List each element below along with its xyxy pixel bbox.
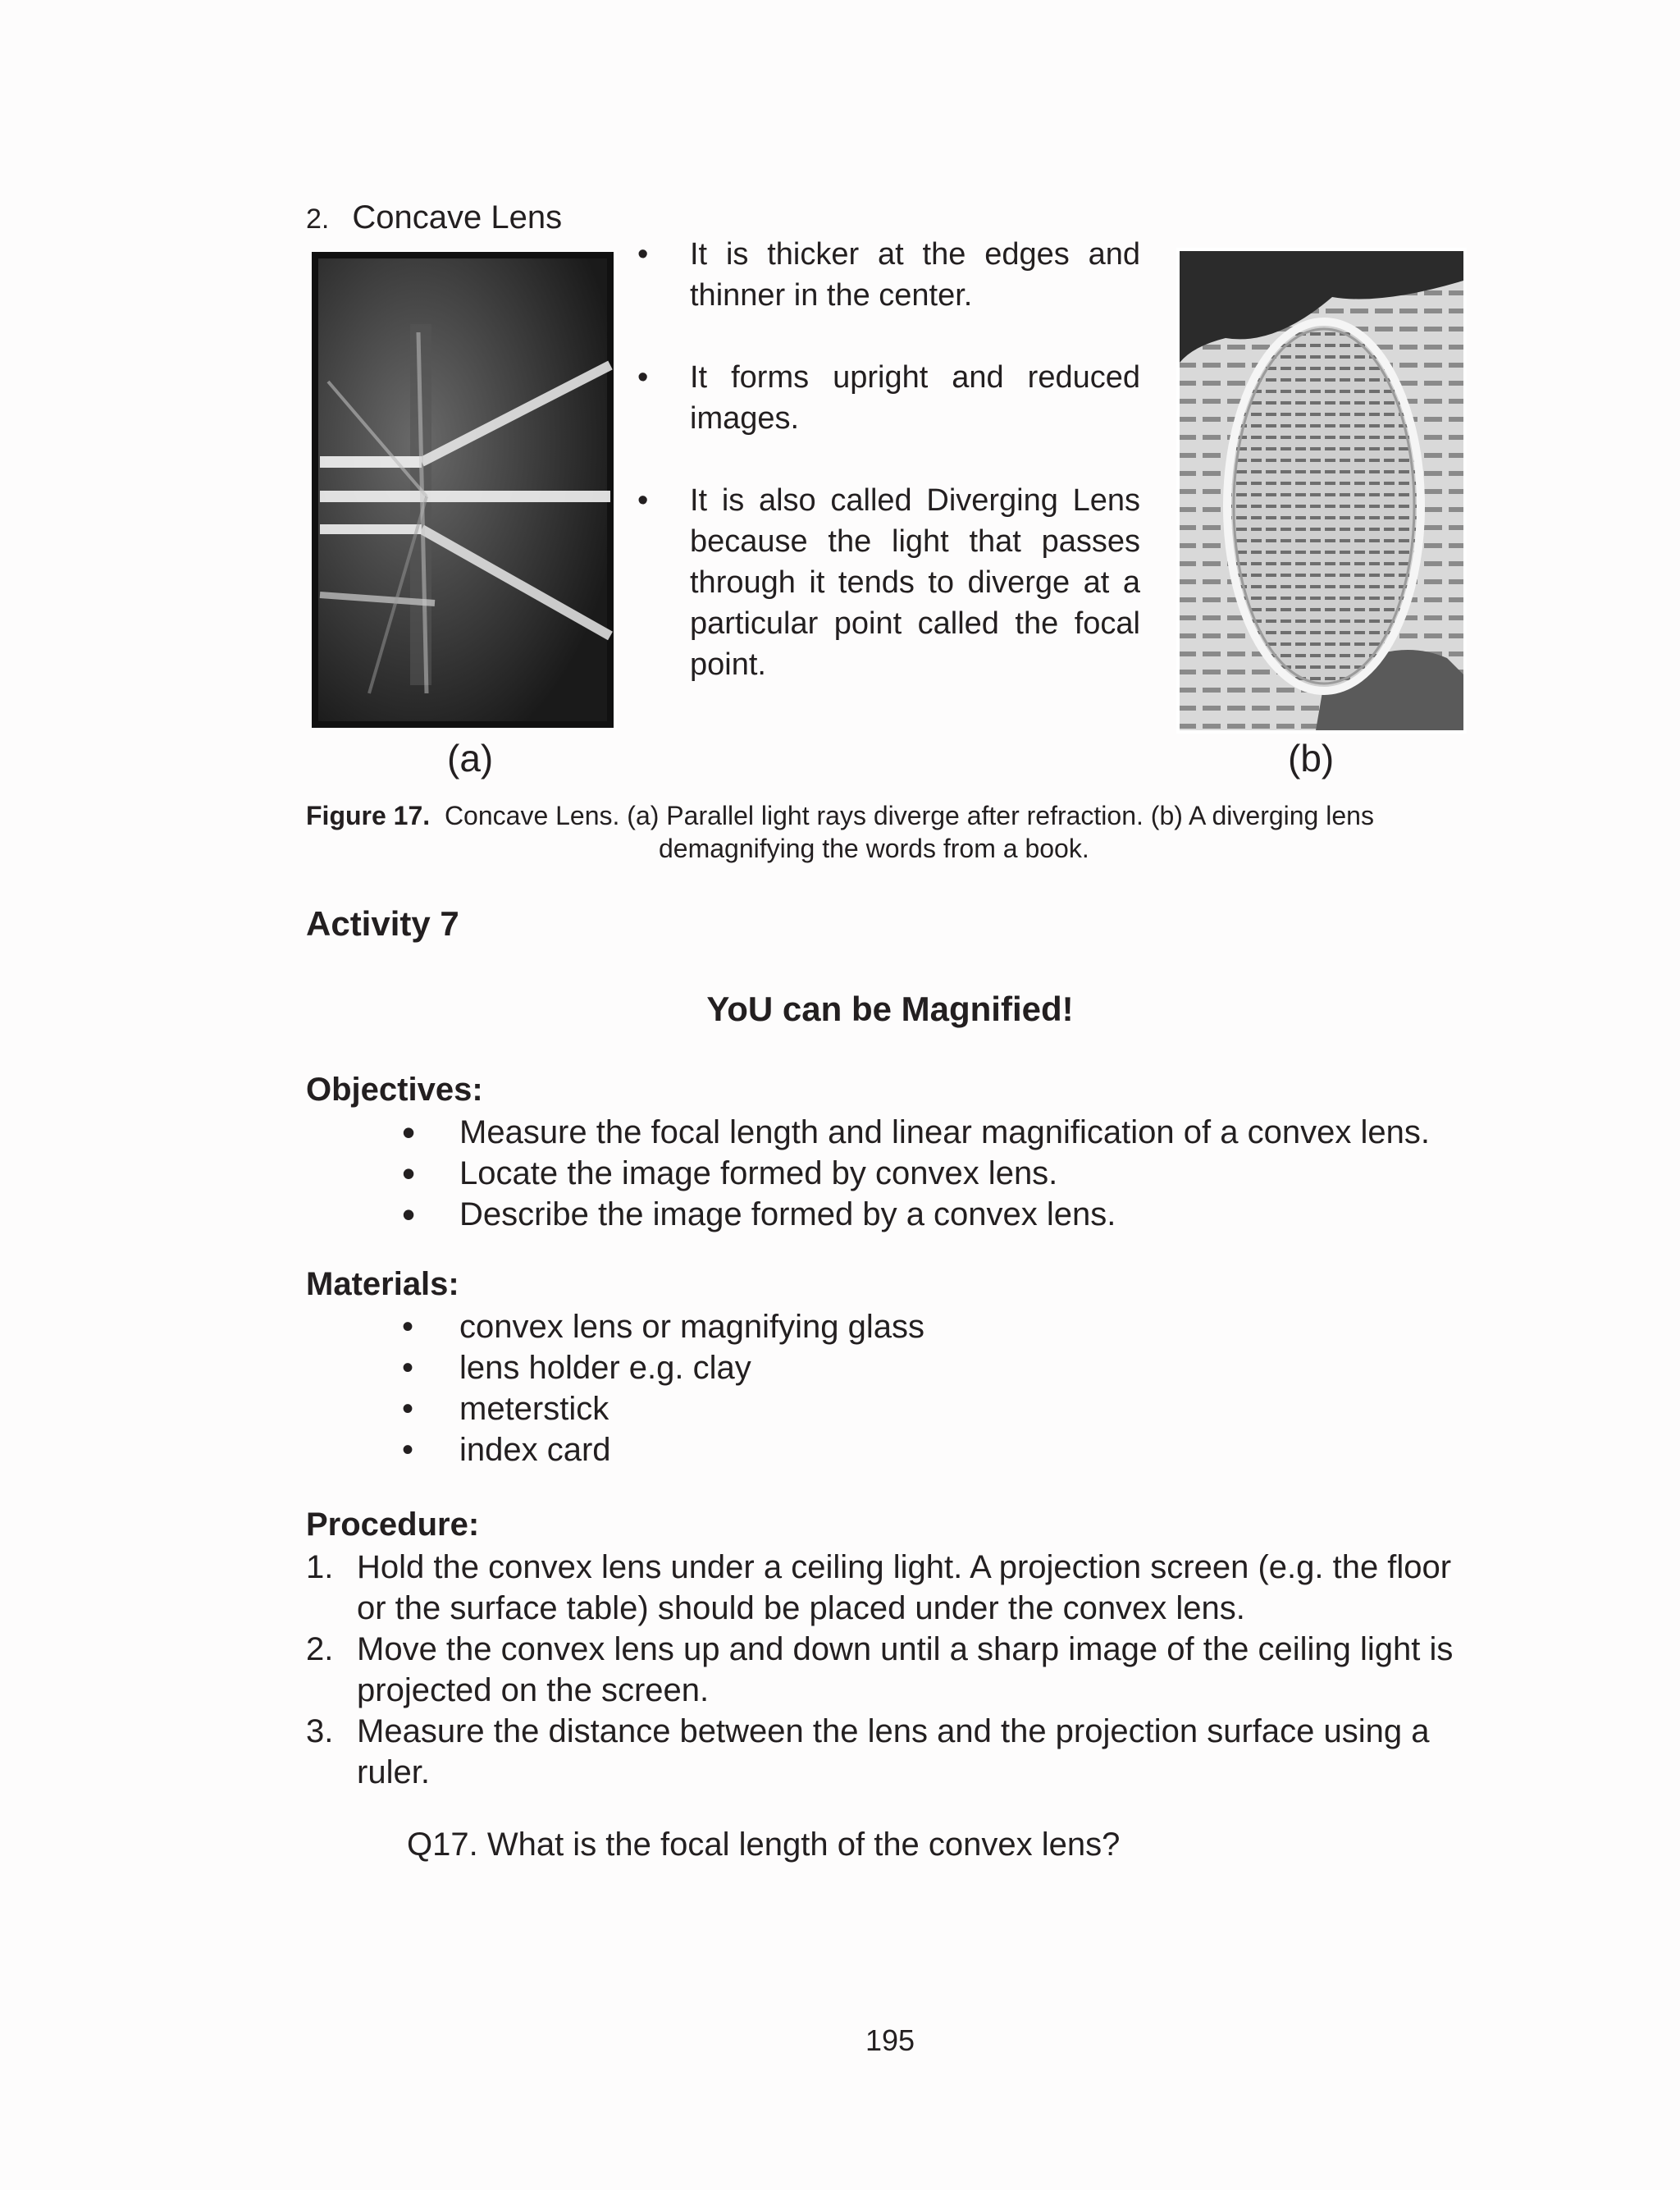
bullet: • [402,1193,416,1236]
figure-caption-text: Concave Lens. (a) Parallel light rays diverge after refraction. (b) A diverging lens [444,801,1374,830]
material-item: • convex lens or magnifying glass [402,1306,1550,1347]
objectives-list [402,1112,1550,1235]
figure-caption-line2: demagnifying the words from a book. [659,834,1089,863]
figure-caption-label: Figure 17. [306,801,431,830]
figure-label-b: (b) [1288,737,1335,780]
property-text: It forms upright and reduced images. [690,360,1140,436]
procedure-step: 2. Move the convex lens up and down until a sharp image of the ceiling light is projected on the screen. [306,1631,1454,1708]
property-text: It is thicker at the edges and thinner in the center. [690,237,1140,313]
figure-caption [306,799,1487,832]
activity-title: YoU can be Magnified! [706,990,1074,1028]
bullet: • [402,1152,416,1195]
objective-item: • Measure the focal length and linear magnification of a convex lens. [402,1111,1430,1154]
bullet: • [402,1432,414,1468]
section-title: Concave Lens [352,199,563,235]
property-item [637,234,1140,316]
materials-list [402,1306,1550,1470]
property-item [637,480,1140,685]
material-item: • index card [402,1429,1550,1470]
materials-heading: Materials: [306,1266,459,1302]
bullet: • [402,1391,414,1427]
diverging-rays-photo [312,250,617,729]
diverging-lens-book-photo [1176,248,1467,734]
bullet: • [637,483,649,518]
lens-properties-list [637,234,1140,726]
page-number: 195 [865,2023,915,2057]
property-text: It is also called Diverging Lens because the light that passes through it tends to diverge at a particular point called the focal point. [690,483,1140,682]
activity-heading: Activity 7 [306,904,459,943]
procedure-step: 1. Hold the convex lens under a ceiling light. A projection screen (e.g. the floor or the surface table) should be placed under the convex lens. [306,1549,1452,1626]
section-number: 2. [306,203,330,235]
property-item [637,357,1140,439]
procedure-list [306,1547,1479,1793]
material-item: • lens holder e.g. clay [402,1347,1550,1388]
question-q17: Q17. What is the focal length of the convex lens? [407,1827,1121,1863]
figure-label-a: (a) [447,737,494,780]
material-item: • meterstick [402,1388,1550,1429]
section-heading [306,199,562,238]
procedure-step: 3. Measure the distance between the lens and the projection surface using a ruler. [306,1713,1430,1790]
figure-a-image [312,250,617,729]
objectives-heading: Objectives: [306,1072,483,1108]
bullet: • [402,1350,414,1386]
bullet: • [402,1309,414,1345]
bullet: • [637,237,649,272]
objective-item: • Locate the image formed by convex lens. [402,1152,1058,1195]
bullet: • [637,360,649,395]
procedure-heading: Procedure: [306,1506,480,1543]
bullet: • [402,1111,416,1154]
figure-b-image [1176,248,1467,734]
objective-item: • Describe the image formed by a convex lens. [402,1193,1116,1236]
